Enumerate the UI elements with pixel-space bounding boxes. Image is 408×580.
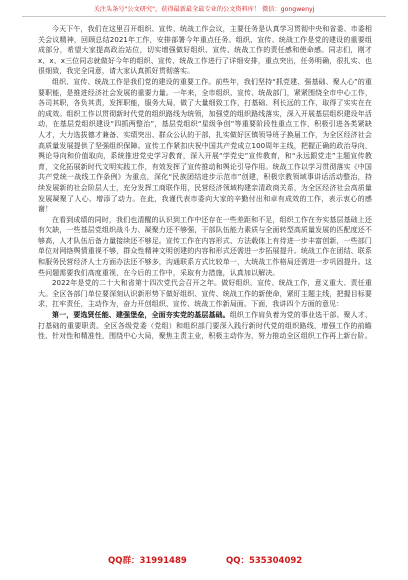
document-body: [38, 24, 372, 342]
paragraph-shortcomings: 在看到成绩的同时，我们也清醒的认识到工作中还存在一些差距和不足，组织工作在夯实基层基础上还有欠缺，一些基层党组织战斗力、凝聚力还不够强，干部队伍能力素质与全面转型高质量发展的匹配度还不够高，人才队伍后备力量接续还不够足。宣传工作在内容形式、方法载体上有待进一步丰富创新，一些部门单位对网络舆情重视不够，群众性精神文明创建的内容和形式还需进一步拓展提升。统战工作在团结、联系和服务民营经济人士方面办法还不够多，沟通联系方式比较单一，大统战工作格局还需进一步巩固提升。这些问题需要我们高度重视，在今后的工作中，采取有力措施，认真加以解决。: [38, 215, 372, 277]
paragraph-outlook: 2022年是党的二十大和省第十四次党代会召开之年。做好组织、宣传、统战工作，意义重大、责任重大。全区各部门单位要深刻认识新形势下做好组织、宣传、统战工作的新使命，紧盯主题主线，把握目标要求，扛牢责任，主动作为，奋力开创组织、宣传、统战工作新局面。下面，我讲四个方面的意见：: [38, 279, 372, 309]
header-divider: [22, 16, 386, 17]
footer: [0, 554, 408, 568]
qq-number: QQ：535304092: [226, 556, 303, 566]
paragraph-opening: 今天下午，我们在这里召开组织、宣传、统战工作会议，主要任务是认真学习贯彻中央和省委、市委相关会议精神，回顾总结2021年工作，安排部署今年重点任务。组织、宣传、统战工作是党的建设的重要组成部分，希望大家提高政治站位，切实增强做好组织、宣传、统战工作的责任感和使命感。同志们，刚才x、x、x三位同志就做好今年的组织、宣传、统战工作进行了详细安排，重点突出，任务明确，很扎实、也很细致，我完全同意，请大家认真抓好贯彻落实。: [38, 25, 372, 76]
qq-group: QQ群：31991489: [108, 556, 187, 566]
top-notice: 关注头条号"公文研究"，获得最新最全最专业的公文资料库！ 微信：gongwenyj: [93, 6, 315, 13]
first-point-text: 组织工作肩负着为党的事业选干部、聚人才、打基础的重要职责。全区各级党委（党组）和组织部门要深入践行新时代党的组织路线，增强工作的前瞻性、针对性和精准性，围绕中心大局，聚焦主责主业，积极主动作为，努力推动全区组织工作再上新台阶。: [38, 311, 373, 341]
first-point-heading: 第一，要选贤任能、建强堡垒，全面夯实党的基层基础。: [52, 311, 230, 320]
paragraph-achievements: 组织、宣传、统战工作是我们党的建设的重要工作。前些年，我们坚持“抓党建、强基础、聚人心”的重要职能，是推进经济社会发展的重要力量。一年来，全市组织、宣传、统战部门，紧紧围绕全市中心工作，各司其职，各负其责，发挥职能，服务大局，做了大量细致工作，打基础、利长远的工作，取得了实实在在的成效。组织工作以贯彻新时代党的组织路线为统领，加强党的组织路线落实，深入开展基层组织建设年活动，在基层党组织建设“四抓两整治”，基层党组织“星级争创”等重要阶段性重点工作，积极引进各类紧缺人才，大力选拔德才兼备、实绩突出、群众公认的干部，扎实做好区镇领导班子换届工作，为全区经济社会高质量发展提供了坚强组织保障。宣传工作紧扣庆祝中国共产党成立100周年主线，把握正确的政治导向，舆论导向和价值取向，系统推进党史学习教育，深入开展“学党史”宣传教育，和“永远跟党走”主题宣传教育，文化拓展新时代文明实践工作，有效发挥了宣传推动和舆论引导作用。统战工作以学习贯彻落实《中国共产党统一战线工作条例》为重点，深化“民族团结进步示范市”创建，积极宗教领域事讲话活动整治，持续发展新的社会阶层人士，充分发挥工商联作用，民营经济领域构建亲清政商关系，为全区经济社会高质量发展凝聚了人心、增添了动力。在此，我谨代表市委向大家的辛勤付出和卓有成效的工作，表示衷心的感谢！: [38, 77, 372, 214]
paragraph-first-point: [38, 310, 372, 342]
